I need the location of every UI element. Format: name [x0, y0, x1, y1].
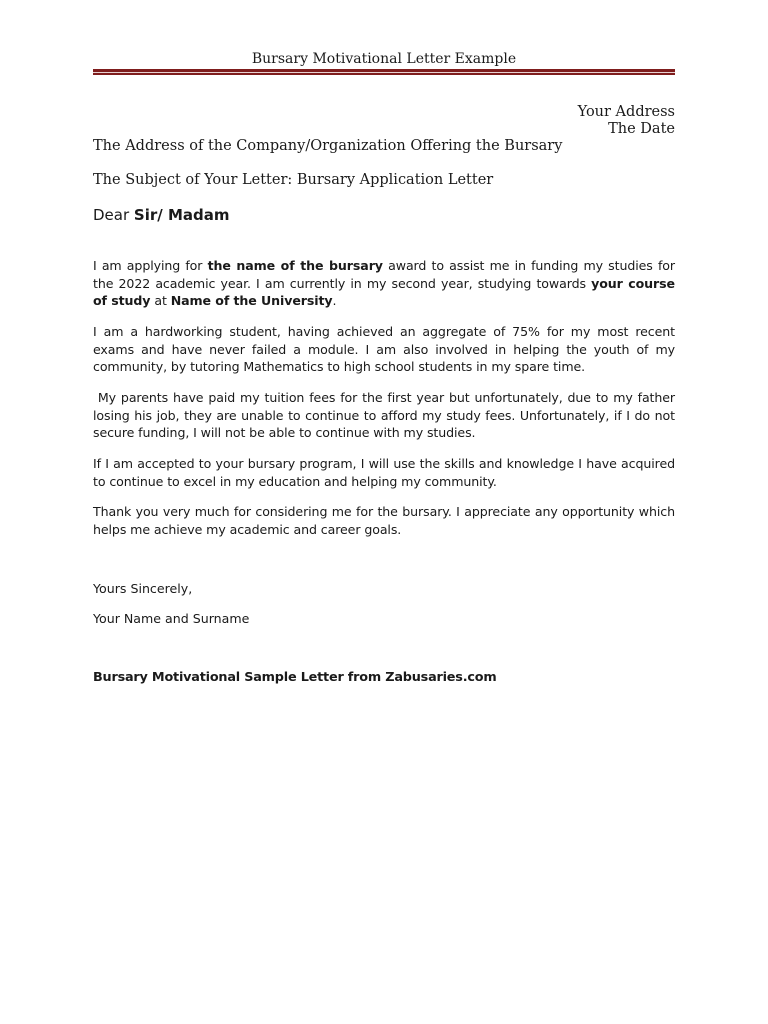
footer-note: Bursary Motivational Sample Letter from Zabusaries.com: [93, 670, 497, 685]
salutation-prefix: Dear: [93, 206, 134, 224]
salutation-name: Sir/ Madam: [133, 206, 230, 224]
signature: Your Name and Surname: [93, 611, 250, 626]
paragraph-1-text-b: award to assist me in funding my studies for the 2022 academic year. I am currently in my second year, studying towards: [93, 258, 675, 291]
paragraph-1-text-c: at: [150, 293, 171, 308]
paragraph-5: Thank you very much for considering me for the bursary. I appreciate any opportunity which helps me achieve my academic and career goals.: [93, 504, 675, 537]
paragraph-1-text-a: I am applying for: [93, 258, 208, 273]
closing: Yours Sincerely,: [93, 581, 193, 596]
paragraph-1-text-d: .: [332, 293, 337, 308]
sender-address: Your Address: [577, 104, 675, 120]
paragraph-2: I am a hardworking student, having achieved an aggregate of 75% for my most recent exams and have never failed a module. I am also involved in helping the youth of my community, by tutoring Mathematics to high school students in my spare time.: [93, 324, 675, 374]
header-rule-bottom: [93, 73, 675, 75]
paragraph-3: My parents have paid my tuition fees for the first year but unfortunately, due to my father losing his job, they are unable to continue to afford my study fees. Unfortunately, if I do not secure funding, I will not be able to continue with my studies.: [93, 390, 679, 440]
recipient-address: The Address of the Company/Organization Offering the Bursary: [93, 138, 563, 154]
paragraph-1: [93, 257, 675, 310]
letter-subject: The Subject of Your Letter: Bursary Application Letter: [93, 172, 494, 188]
page-header-title: Bursary Motivational Letter Example: [251, 51, 517, 67]
university-placeholder: Name of the University: [170, 293, 333, 308]
salutation: [93, 206, 230, 224]
paragraph-4: If I am accepted to your bursary program, I will use the skills and knowledge I have acquired to continue to excel in my education and helping my community.: [93, 456, 675, 489]
letter-date: The Date: [608, 121, 675, 137]
bursary-name-placeholder: the name of the bursary: [207, 258, 383, 273]
course-placeholder: your course of study: [93, 275, 675, 308]
